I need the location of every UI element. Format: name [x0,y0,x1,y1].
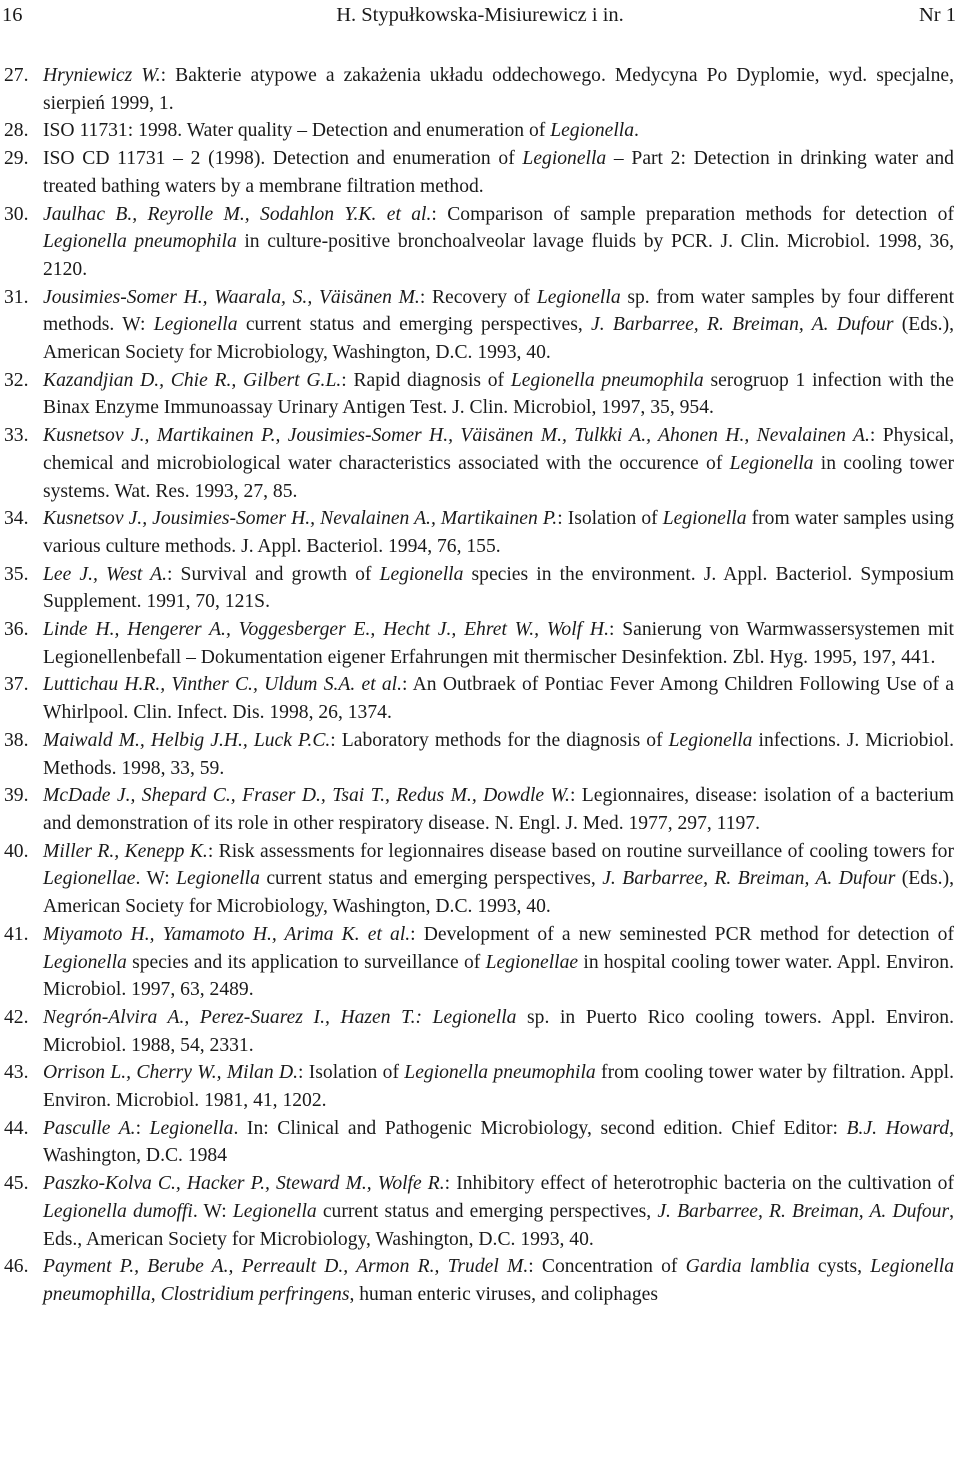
reference-item [0,145,954,200]
reference-number: 37. [4,674,29,696]
reference-number: 33. [4,425,29,447]
reference-number: 30. [4,203,29,225]
reference-text: in hospital cooling tower water. Appl. Environ. Microbiol. 1997, 63, 2489. [43,951,954,1001]
reference-number: 42. [4,1006,29,1028]
reference-item [0,117,954,145]
reference-italic-text: Miyamoto H., Yamamoto H., Arima K. et al. [43,923,411,945]
reference-italic-text: Kusnetsov J., Martikainen P., Jousimies-Somer H., Väisänen M., Tulkki A., Ahonen H., Nevalainen A. [43,425,870,447]
reference-number: 41. [4,923,29,945]
reference-italic-text: J. Barbarree, R. Breiman, A. Dufour [591,314,894,336]
reference-italic-text: Miller R., Kenepp K. [43,840,208,862]
reference-number: 39. [4,785,29,807]
reference-number: 27. [4,65,29,86]
reference-italic-text: B.J. Howard [846,1117,950,1139]
reference-text: ISO 11731: 1998. Water quality – Detection and enumeration of [43,120,551,142]
reference-text: : Physical, chemical and microbiological water characteristics associated with the occurence of [43,425,954,474]
reference-text: : Risk assessments for legionnaires disease based on routine surveillance of cooling towers for [207,840,954,862]
reference-item [0,1170,954,1253]
page-number: 16 [2,4,23,26]
reference-item [0,921,954,1004]
reference-italic-text: Legionella [43,951,127,973]
reference-text: sp. in Puerto Rico cooling towers. Appl. Environ. Microbiol. 1988, 54, 2331. [43,1006,954,1056]
reference-italic-text: Luttichau H.R., Vinther C., Uldum S.A. et al. [43,674,403,696]
reference-text: . [634,120,639,142]
reference-italic-text: Negrón-Alvira A., Perez-Suarez I., Hazen T.: Legionella [43,1006,517,1028]
reference-italic-text: Legionella [149,1117,234,1139]
reference-italic-text: Legionella [729,452,814,474]
reference-text: , [150,1283,161,1305]
reference-number: 32. [4,369,29,391]
reference-number: 44. [4,1117,29,1139]
reference-text: : Laboratory methods for the diagnosis of [330,729,669,751]
reference-item [0,1059,954,1114]
reference-number: 28. [4,120,29,142]
reference-text: : Isolation of [557,508,663,530]
reference-text: current status and emerging perspectives, [316,1200,658,1222]
reference-item [0,561,954,616]
reference-text: ISO CD 11731 – 2 (1998). Detection and enumeration of [43,148,523,170]
reference-italic-text: Hryniewicz W. [43,65,161,86]
reference-item [0,422,954,505]
reference-text: current status and emerging perspectives, [237,314,592,336]
reference-italic-text: Legionella pneumophilla [43,1256,954,1305]
reference-number: 45. [4,1173,29,1195]
reference-text: : Bakterie atypowe a zakażenia układu oddechowego. Medycyna Po Dyplomie, wyd. specjalne, sierpień 1999, 1. [43,65,954,114]
reference-text: : Isolation of [298,1062,405,1084]
reference-item [0,1115,954,1170]
reference-text: , Washington, D.C. 1984 [43,1117,954,1167]
reference-italic-text: Lee J., West A. [43,563,167,585]
reference-italic-text: Jousimies-Somer H., Waarala, S., Väisänen M. [43,286,420,308]
reference-item [0,62,954,117]
reference-italic-text: Paszko-Kolva C., Hacker P., Steward M., Wolfe R. [43,1173,445,1195]
reference-italic-text: McDade J., Shepard C., Fraser D., Tsai T., Redus M., Dowdle W. [43,785,570,807]
reference-text: . W: [192,1200,233,1222]
reference-text: cysts, [809,1256,871,1278]
issue-number: Nr 1 [918,4,956,26]
reference-italic-text: Legionella [176,868,260,890]
reference-text: species and its application to surveillance of [126,951,486,973]
reference-text: – Part 2: Detection in drinking water and treated bathing waters by a membrane filtration method. [43,148,954,197]
reference-italic-text: Kazandjian D., Chie R., Gilbert G.L. [43,369,342,391]
reference-italic-text: Legionellae [485,951,579,973]
reference-text: current status and emerging perspectives, [259,868,603,890]
reference-item [0,505,954,560]
reference-item [0,727,954,782]
reference-text: : Legionnaires, disease: isolation of a bacterium and demonstration of its role in other respiratory disease. N. Engl. J. Med. 1977, 297, 1197. [43,785,954,834]
reference-item [0,671,954,726]
reference-number: 34. [4,508,29,530]
reference-text: : Development of a new seminested PCR method for detection of [410,923,954,945]
reference-number: 43. [4,1062,29,1084]
reference-text: (Eds.), American Society for Microbiology, Washington, D.C. 1993, 40. [43,868,954,918]
reference-italic-text: Legionella [153,314,238,336]
reference-text: , human enteric viruses, and coliphages [349,1283,658,1305]
reference-italic-text: Legionella [522,148,607,170]
reference-italic-text: J. Barbarree, R. Breiman, A. Dufour [657,1200,950,1222]
reference-number: 35. [4,563,29,585]
running-header [0,4,960,34]
reference-text: . W: [135,868,177,890]
reference-italic-text: Payment P., Berube A., Perreault D., Armon R., Trudel M. [43,1256,529,1278]
reference-number: 40. [4,840,29,862]
reference-text: : Comparison of sample preparation methods for detection of [431,203,954,225]
reference-item [0,838,954,921]
reference-italic-text: Pasculle A. [43,1117,136,1139]
reference-number: 46. [4,1256,29,1278]
reference-text: in cooling tower systems. Wat. Res. 1993, 27, 85. [43,452,954,502]
reference-text: in culture-positive bronchoalveolar lavage fluids by PCR. J. Clin. Microbiol. 1998, 36, 2120. [43,231,954,280]
reference-italic-text: Legionella [668,729,753,751]
reference-item [0,367,954,422]
reference-italic-text: J. Barbarree, R. Breiman, A. Dufour [602,868,896,890]
reference-text: : [135,1117,150,1139]
reference-text: : Concentration of [528,1256,686,1278]
reference-text: , Eds., American Society for Microbiology, Washington, D.C. 1993, 40. [43,1200,954,1250]
reference-text: . In: Clinical and Pathogenic Microbiology, second edition. Chief Editor: [233,1117,847,1139]
reference-number: 38. [4,729,29,751]
reference-text: : Survival and growth of [166,563,380,585]
reference-text: : Rapid diagnosis of [341,369,511,391]
reference-italic-text: Jaulhac B., Reyrolle M., Sodahlon Y.K. et al. [43,203,432,225]
reference-text: infections. J. Micriobiol. Methods. 1998, 33, 59. [43,729,954,779]
reference-italic-text: Legionella pneumophila [404,1062,596,1084]
reference-italic-text: Legionella [536,286,621,308]
reference-text: serogruop 1 infection with the Binax Enzyme Immunoassay Urinary Antigen Test. J. Clin. Microbiol, 1997, 35, 954. [43,369,954,419]
reference-italic-text: Maiwald M., Helbig J.H., Luck P.C. [43,729,331,751]
reference-text: from cooling tower water by filtration. Appl. Environ. Microbiol. 1981, 41, 1202. [43,1062,954,1112]
reference-item [0,782,954,837]
reference-italic-text: Kusnetsov J., Jousimies-Somer H., Nevalainen A., Martikainen P. [43,508,558,530]
reference-text: (Eds.), American Society for Microbiology, Washington, D.C. 1993, 40. [43,314,954,364]
reference-item [0,616,954,671]
reference-number: 31. [4,286,29,308]
reference-text: : Sanierung von Warmwassersystemen mit Legionellenbefall – Dokumentation eigener Erfahrungen mit thermischer Desinfektion. Zbl. Hyg. 1995, 197, 441. [43,619,955,668]
reference-number: 29. [4,148,29,170]
reference-italic-text: Legionella pneumophila [43,231,237,253]
reference-italic-text: Legionella [232,1200,317,1222]
reference-italic-text: Orrison L., Cherry W., Milan D. [43,1062,299,1084]
reference-item [0,201,954,284]
running-title: H. Stypułkowska-Misiurewicz i in. [336,4,624,26]
reference-text: : Recovery of [419,286,537,308]
reference-italic-text: Legionella [550,120,635,142]
reference-text: species in the environment. J. Appl. Bacteriol. Symposium Supplement. 1991, 70, 121S. [43,563,954,613]
reference-text: : An Outbraek of Pontiac Fever Among Children Following Use of a Whirlpool. Clin. Infect. Dis. 1998, 26, 1374. [43,674,955,724]
reference-italic-text: Clostridium perfringens [160,1283,350,1305]
reference-text: sp. from water samples by four different methods. W: [43,286,955,336]
reference-number: 36. [4,619,29,641]
reference-text: from water samples using various culture methods. J. Appl. Bacteriol. 1994, 76, 155. [43,508,955,557]
reference-item [0,1004,954,1059]
reference-italic-text: Legionella [379,563,464,585]
reference-text: : Inhibitory effect of heterotrophic bacteria on the cultivation of [444,1173,954,1195]
reference-italic-text: Gardia lamblia [685,1256,810,1278]
reference-italic-text: Legionella dumoffi [43,1200,193,1222]
reference-italic-text: Legionella pneumophila [510,369,704,391]
reference-italic-text: Legionella [662,508,747,530]
reference-item [0,1253,954,1308]
reference-list [0,62,954,1309]
reference-italic-text: Legionellae [43,868,136,890]
reference-italic-text: Linde H., Hengerer A., Voggesberger E., Hecht J., Ehret W., Wolf H. [43,619,609,641]
reference-item [0,284,954,367]
